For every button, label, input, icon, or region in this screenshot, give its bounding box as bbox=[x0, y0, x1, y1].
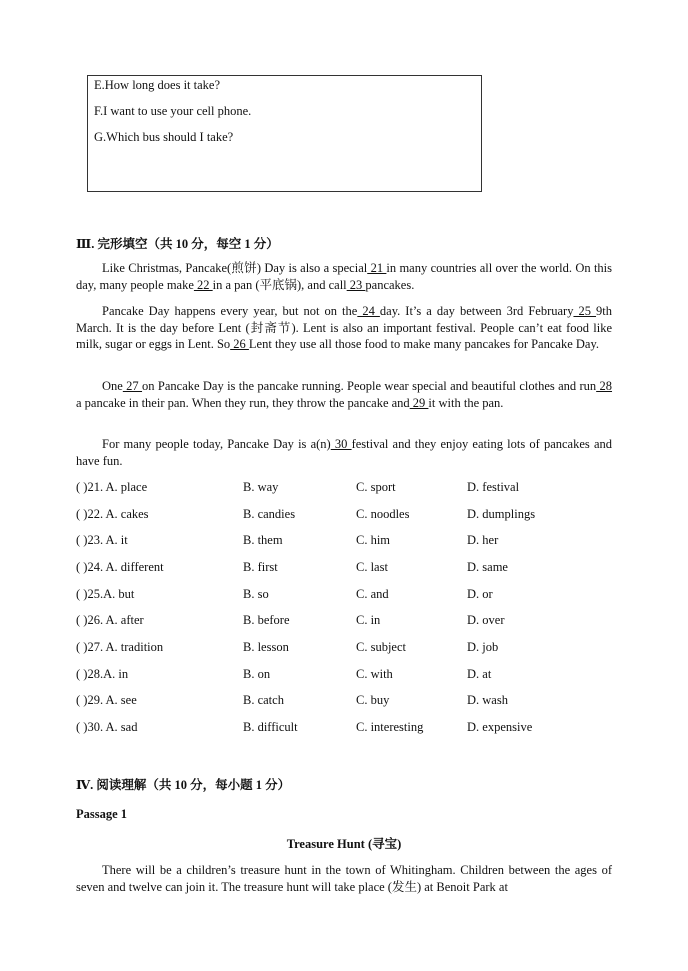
question-23: ( )23. A. it B. them C. him D. her bbox=[76, 533, 499, 547]
blank-28: 28 bbox=[596, 379, 613, 393]
option-g: G.Which bus should I take? bbox=[94, 130, 234, 144]
question-27: ( )27. A. tradition B. lesson C. subject D. job bbox=[76, 640, 499, 654]
question-22: ( )22. A. cakes B. candies C. noodles D. dumplings bbox=[76, 507, 536, 521]
cloze-paragraph-1: Like Christmas, Pancake(煎饼) Day is also a special 21 in many countries all over the world. On this day, many people make 22 in a pan (平底锅), and call 23 pancakes. bbox=[76, 261, 613, 292]
blank-27: 27 bbox=[122, 379, 143, 393]
passage-label: Passage 1 bbox=[76, 807, 128, 821]
question-29: ( )29. A. see B. catch C. buy D. wash bbox=[76, 693, 508, 707]
blank-22: 22 bbox=[193, 277, 213, 292]
question-26: ( )26. A. after B. before C. in D. over bbox=[76, 613, 505, 627]
passage-title: Treasure Hunt (寻宝) bbox=[286, 837, 402, 851]
blank-24: 24 bbox=[357, 304, 380, 318]
blank-26: 26 bbox=[230, 337, 249, 351]
question-21: ( )21. A. place B. way C. sport D. festival bbox=[76, 480, 520, 494]
option-f: F.I want to use your cell phone. bbox=[94, 104, 252, 118]
question-28: ( )28.A. in B. on C. with D. at bbox=[76, 667, 492, 681]
options-box bbox=[87, 75, 482, 192]
cloze-paragraph-3: One 27 on Pancake Day is the pancake running. People wear special and beautiful clothes and run 28 a pancake in their pan. When they run, they throw the pancake and 29 it with the pan. bbox=[76, 379, 613, 410]
section3-heading: Ⅲ. 完形填空（共 10 分，每空 1 分） bbox=[76, 237, 279, 251]
blank-23: 23 bbox=[346, 277, 366, 292]
option-e: E.How long does it take? bbox=[94, 78, 221, 92]
question-24: ( )24. A. different B. first C. last D. same bbox=[76, 560, 508, 574]
cloze-paragraph-4: For many people today, Pancake Day is a(n) 30 festival and they enjoy eating lots of pancakes and have fun. bbox=[76, 437, 612, 468]
passage-paragraph: There will be a children’s treasure hunt in the town of Whitingham. Children between the ages of seven and twelve can join it. The treasure hunt will take place (发生) at Benoit Park at bbox=[76, 863, 612, 894]
blank-29: 29 bbox=[409, 395, 429, 410]
question-30: ( )30. A. sad B. difficult C. interesting D. expensive bbox=[76, 720, 533, 734]
blank-25: 25 bbox=[573, 304, 597, 318]
blank-21: 21 bbox=[367, 261, 387, 275]
section4-heading: Ⅳ. 阅读理解（共 10 分，每小题 1 分） bbox=[76, 778, 291, 792]
blank-30: 30 bbox=[330, 437, 352, 451]
question-25: ( )25.A. but B. so C. and D. or bbox=[76, 587, 493, 601]
cloze-paragraph-2: Pancake Day happens every year, but not on the 24 day. It’s a day between 3rd February 25 9th March. It is the day before Lent (封斋节). Lent is also an important festival. People can’t eat food like milk, sugar or eggs in Lent. So 26 Lent they use all those food to make many pancakes for Pancake Day. bbox=[76, 304, 613, 351]
